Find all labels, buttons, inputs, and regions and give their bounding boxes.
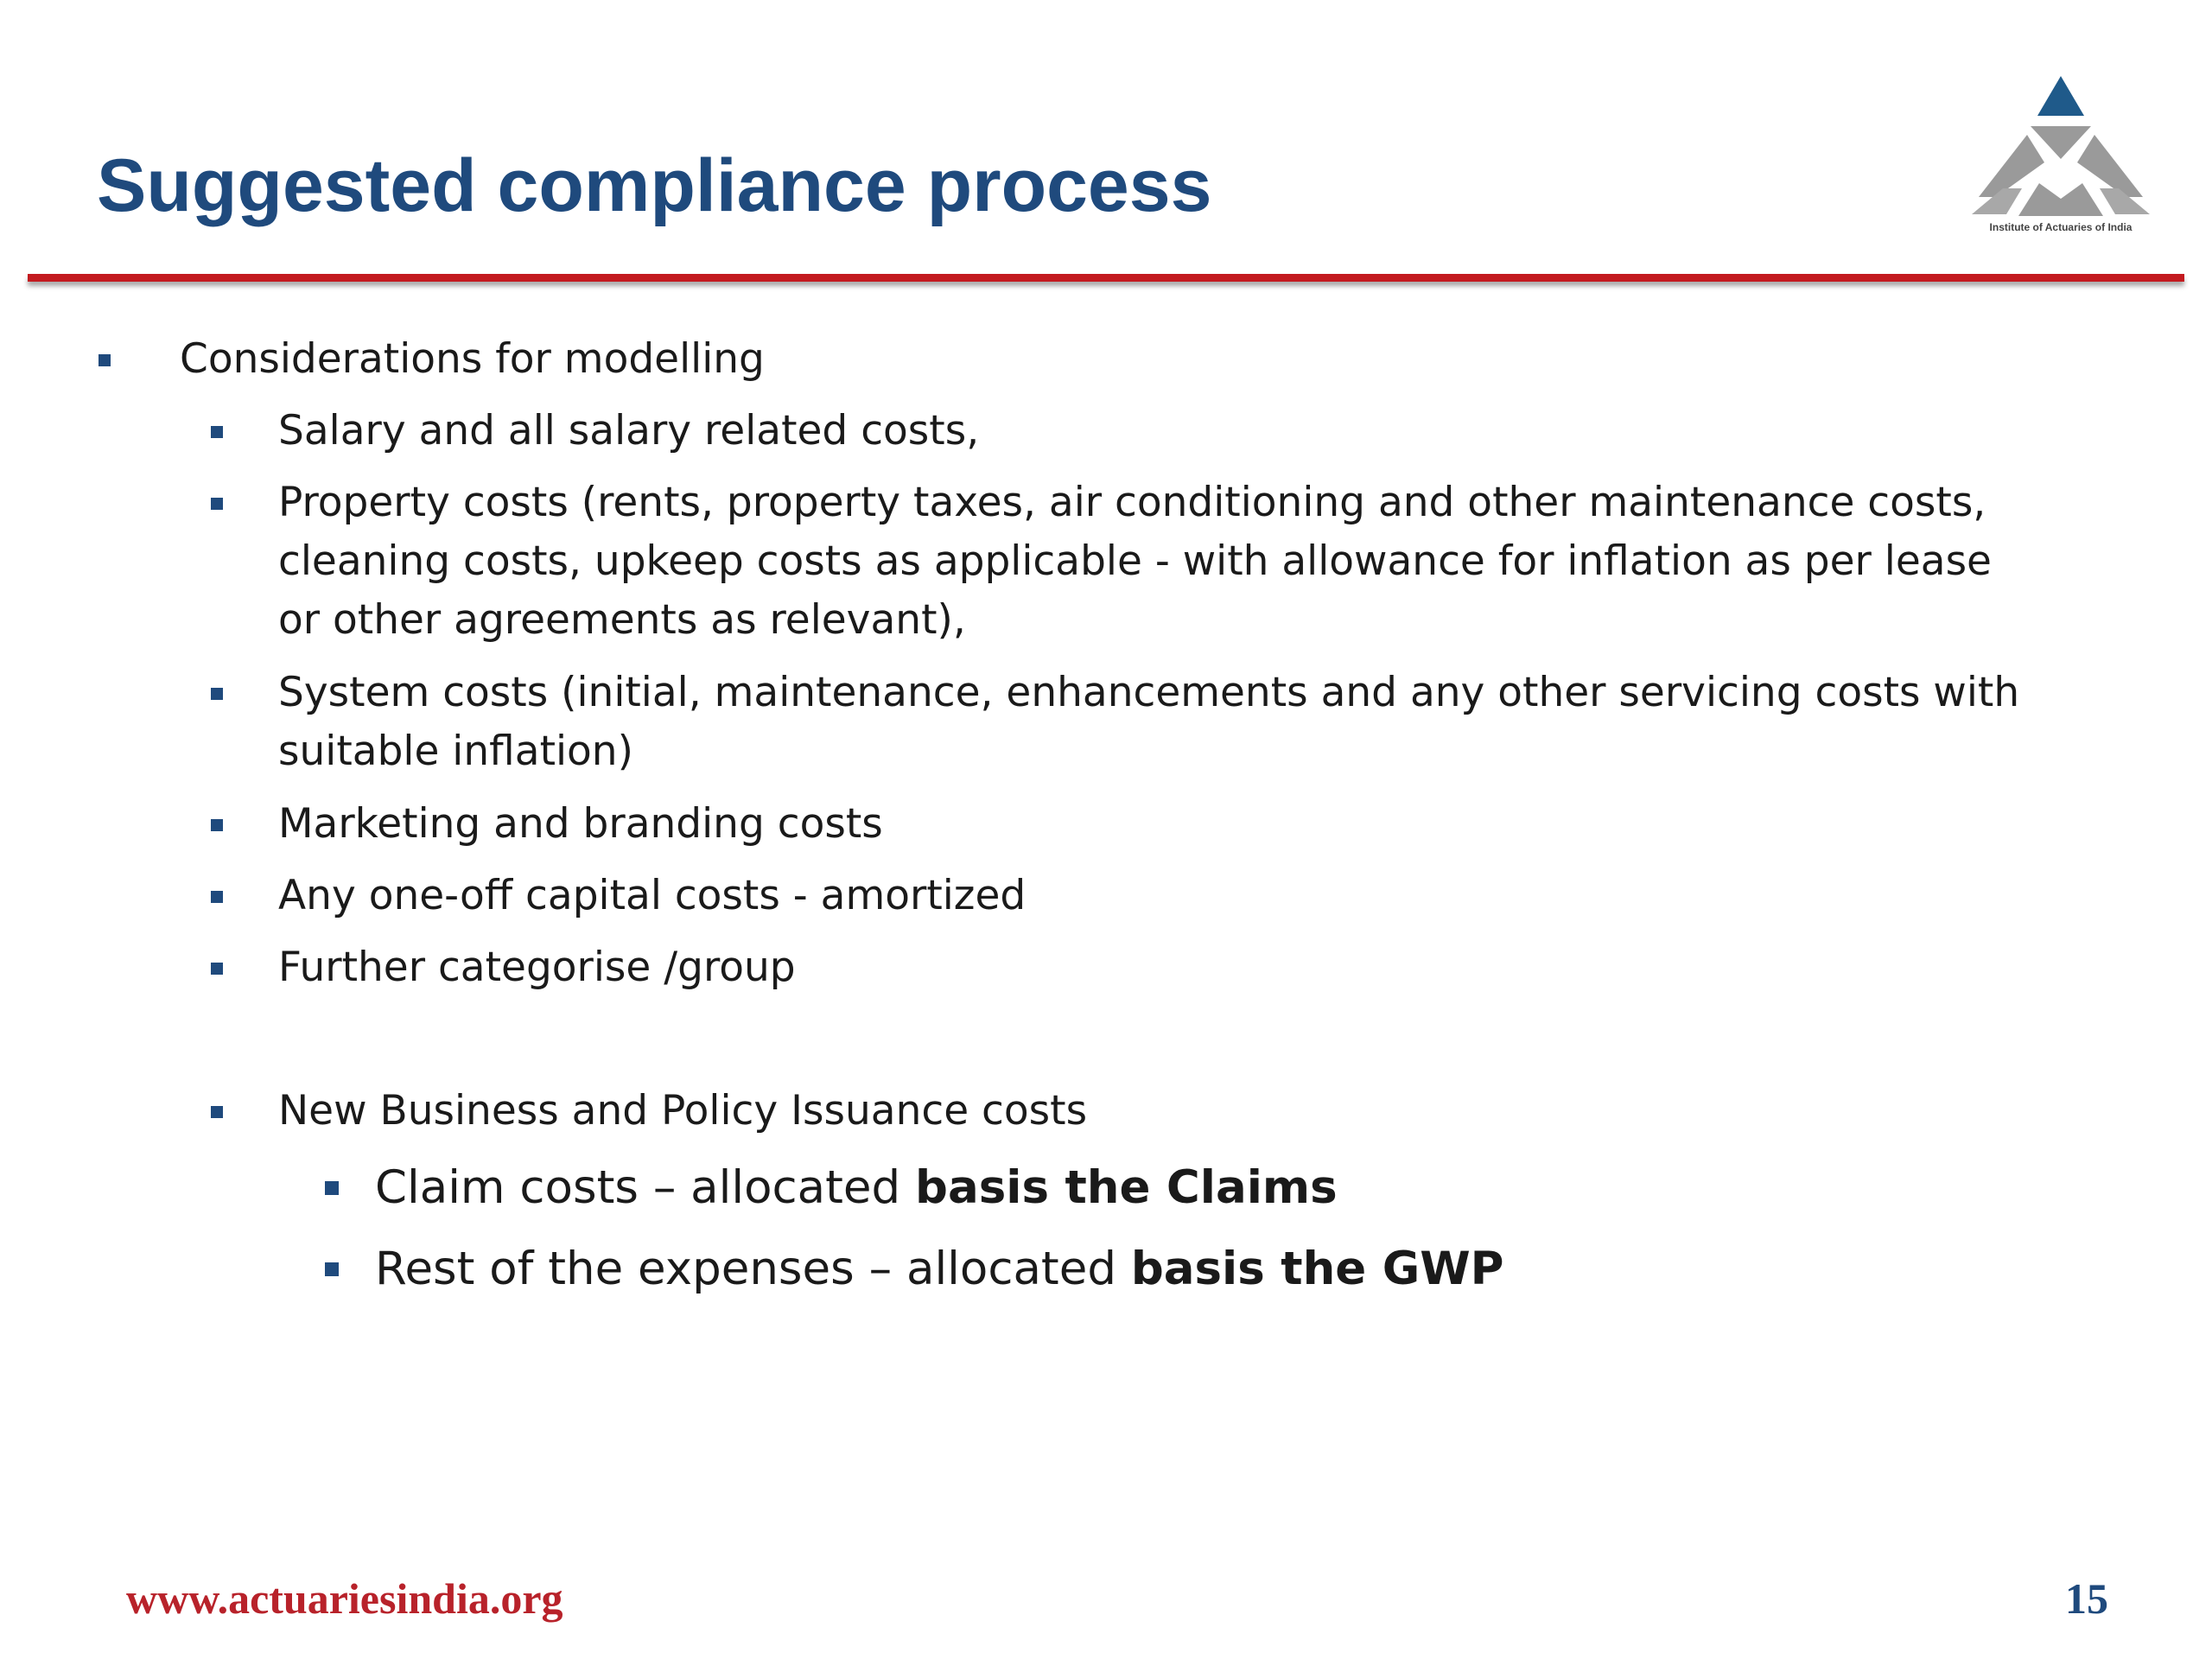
bullet-marker — [211, 426, 223, 438]
bullet-text: Any one-off capital costs - amortized — [278, 872, 1027, 919]
bullet-text: Marketing and branding costs — [278, 800, 883, 848]
bullet-text — [375, 1154, 2103, 1223]
bullet-text: Considerations for modelling — [180, 335, 765, 383]
bullet-text-bold: basis the GWP — [1130, 1243, 1504, 1295]
bullet-marker — [99, 354, 111, 366]
bullet-text: Further categorise /group — [278, 944, 796, 991]
bullet-marker — [211, 963, 223, 975]
bullet-text: New Business and Policy Issuance costs — [278, 1087, 1088, 1135]
slide-title: Suggested compliance process — [97, 144, 1212, 227]
footer-url[interactable]: www.actuariesindia.org — [126, 1574, 563, 1623]
bullet-text-bold: basis the Claims — [915, 1161, 1338, 1214]
bullet-text — [375, 1235, 2103, 1304]
bullet-marker — [211, 819, 223, 831]
bullet-text: Property costs (rents, property taxes, air conditioning and other maintenance costs, cleaning costs, upkeep costs as applicable - with allowance for inflation as per lease or other agreements as relevant), — [278, 479, 1992, 644]
bullet-marker — [211, 1106, 223, 1118]
bullet-text-regular: Claim costs – allocated — [375, 1161, 916, 1214]
bullet-text-regular: Rest of the expenses – allocated — [375, 1243, 1131, 1295]
logo-caption: Institute of Actuaries of India — [1989, 221, 2133, 233]
bullet-text: System costs (initial, maintenance, enhancements and any other servicing costs with suitable inflation) — [278, 669, 2020, 775]
bullet-marker — [211, 891, 223, 903]
bullet-marker — [211, 498, 223, 510]
bullet-marker — [325, 1181, 339, 1195]
bullet-marker — [325, 1262, 339, 1276]
bullet-text: Salary and all salary related costs, — [278, 407, 980, 454]
page-number: 15 — [2065, 1574, 2108, 1623]
bullet-marker — [211, 688, 223, 700]
